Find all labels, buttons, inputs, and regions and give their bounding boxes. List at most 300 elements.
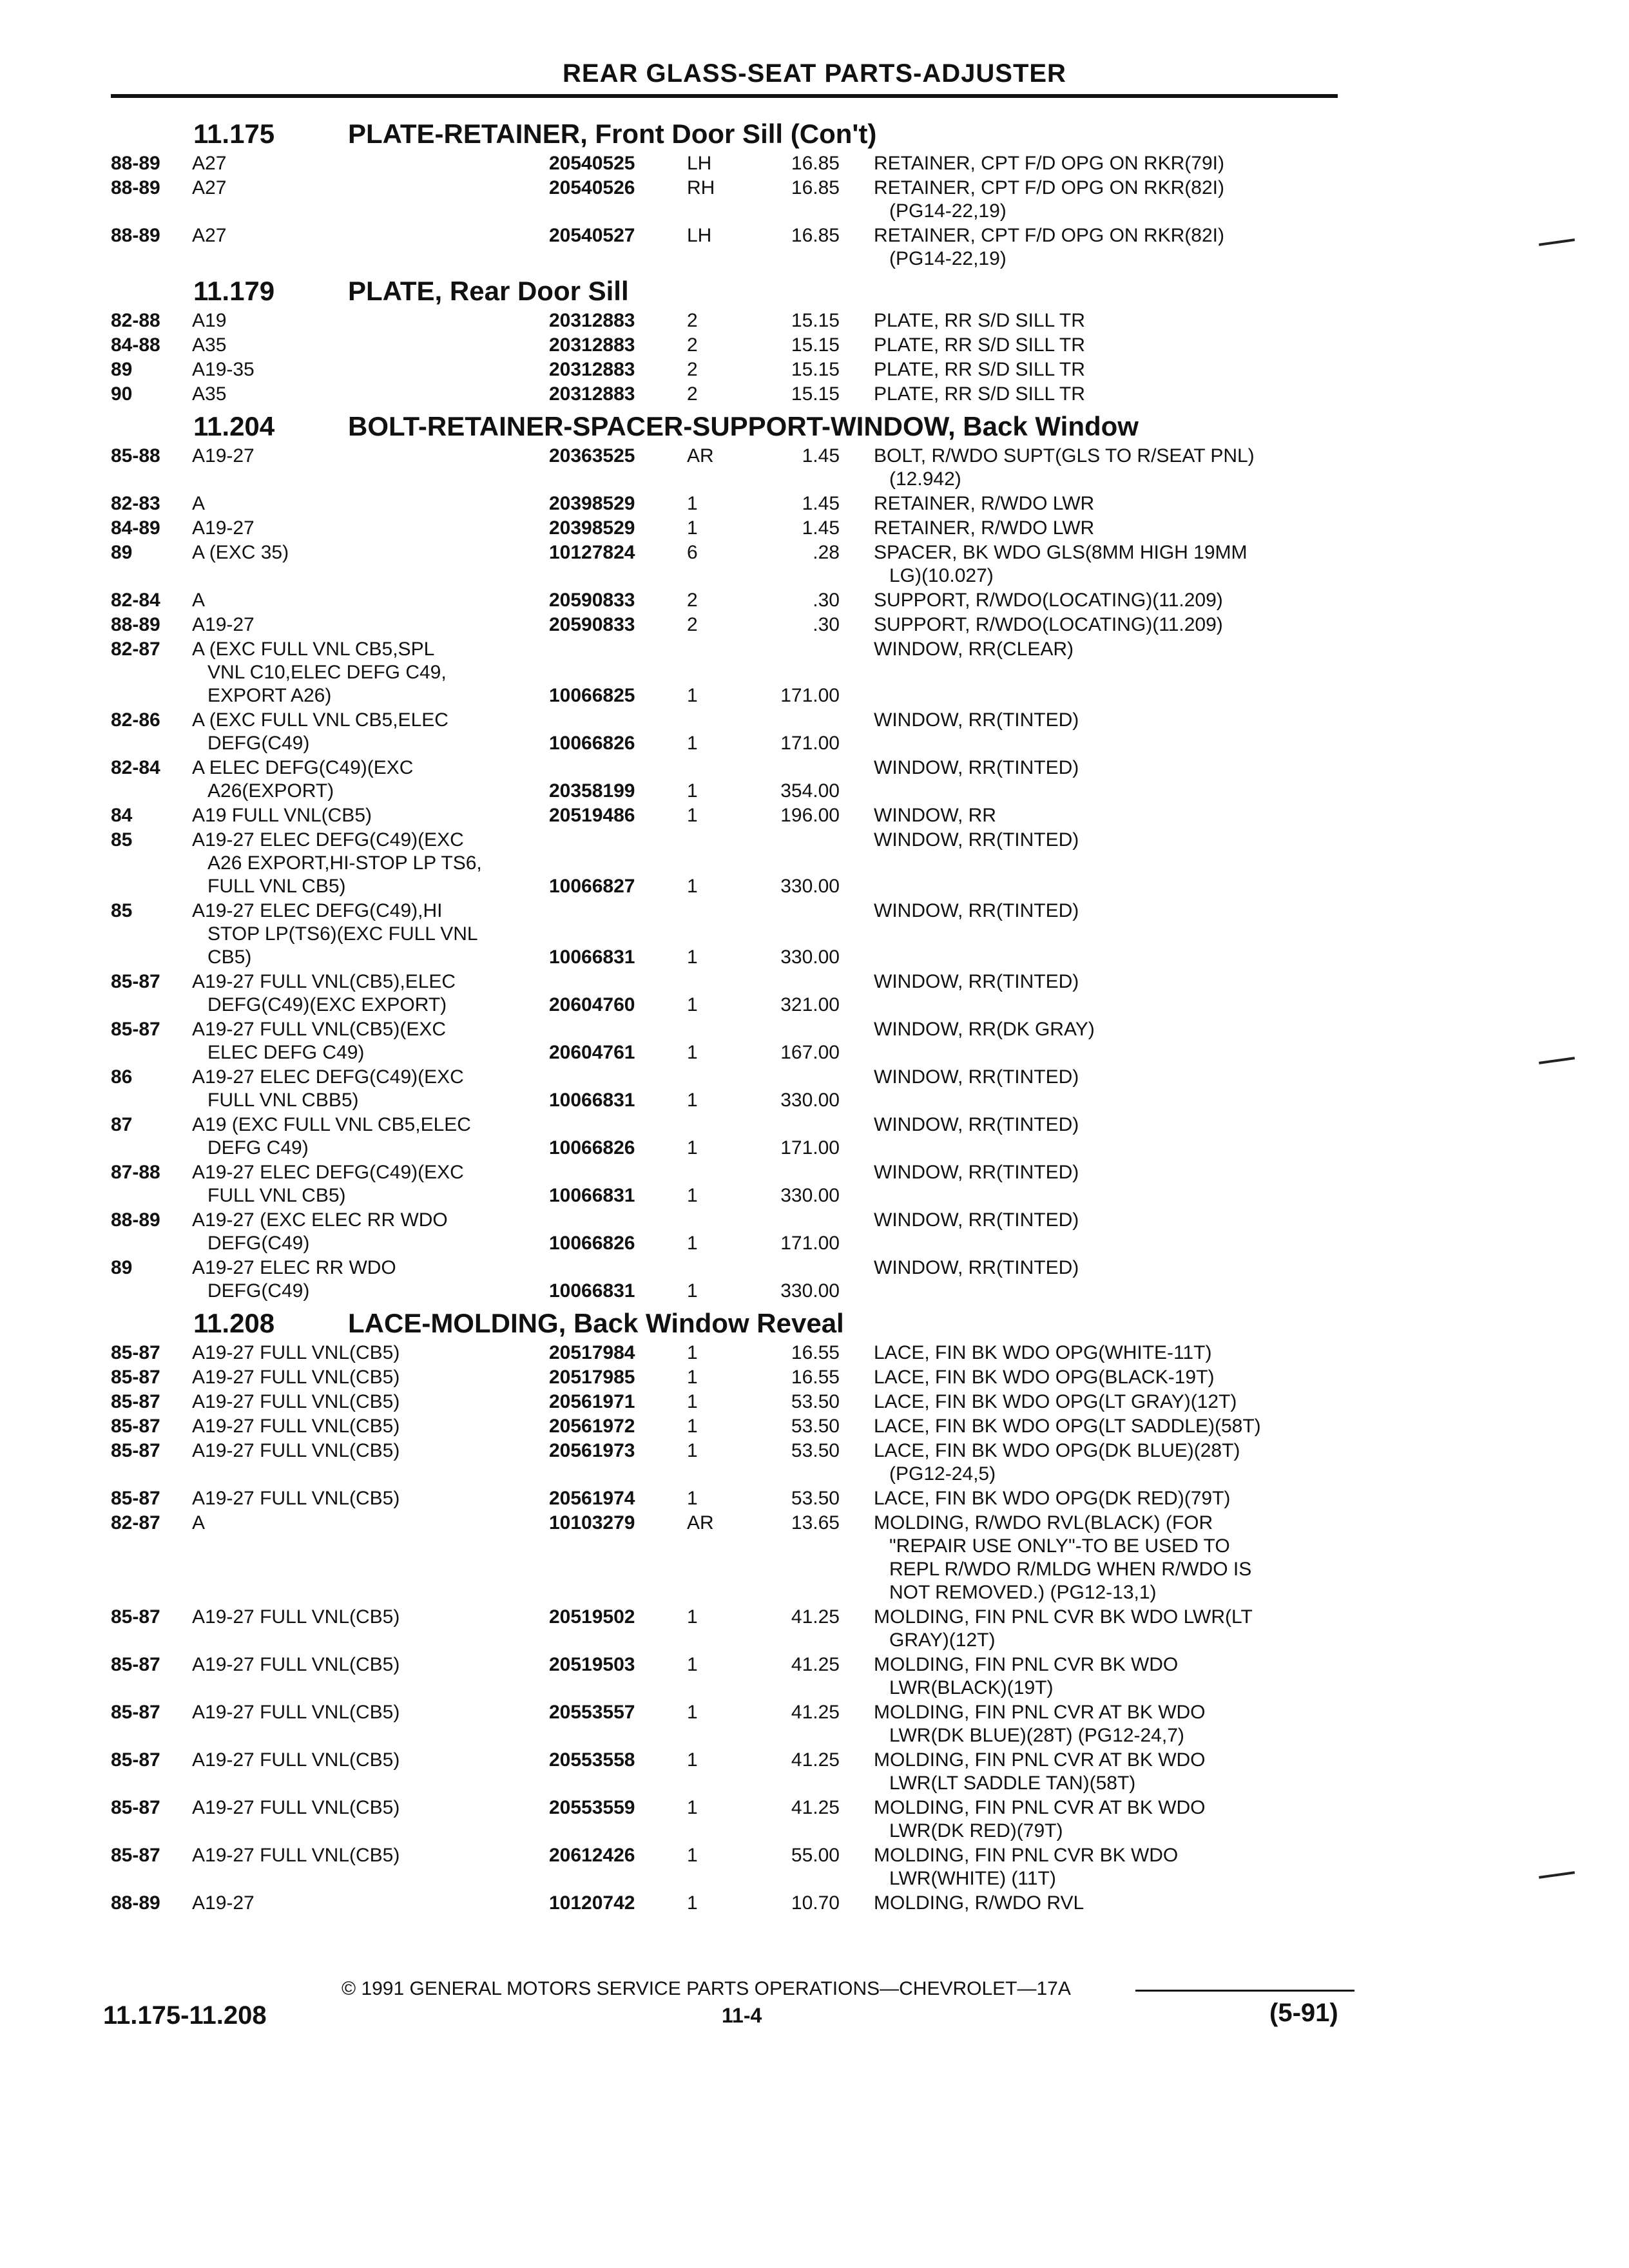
model-application: DEFG(C49)(EXC EXPORT) [207, 994, 447, 1015]
part-description: MOLDING, FIN PNL CVR AT BK WDO [874, 1749, 1206, 1771]
part-row [0, 1113, 1629, 1161]
model-years: 88-89 [111, 614, 160, 635]
footer-revision-date: (5-91) [1269, 1999, 1338, 2027]
model-years: 85-87 [111, 1606, 160, 1628]
part-description: MOLDING, R/WDO RVL(BLACK) (FOR [874, 1512, 1213, 1533]
model-years: 85-87 [111, 1654, 160, 1675]
quantity: RH [687, 177, 715, 198]
quantity: 1 [687, 994, 698, 1015]
model-application: A19-27 FULL VNL(CB5)(EXC [192, 1019, 447, 1040]
part-number: 20561971 [549, 1391, 635, 1412]
quantity: 6 [687, 542, 698, 563]
model-application: A [192, 1512, 206, 1533]
price: 16.85 [791, 153, 840, 174]
quantity: LH [687, 225, 712, 246]
part-row [0, 1439, 1629, 1487]
section-heading [0, 272, 1629, 309]
model-years: 82-86 [111, 709, 160, 731]
quantity: 1 [687, 1416, 698, 1437]
part-number: 20604760 [549, 994, 635, 1015]
footer-copyright: © 1991 GENERAL MOTORS SERVICE PARTS OPERATIONS—CHEVROLET—17A [342, 1978, 1071, 1999]
part-number: 20312883 [549, 334, 635, 356]
model-years: 85-87 [111, 1416, 160, 1437]
part-row [0, 1161, 1629, 1209]
part-row [0, 1796, 1629, 1844]
price: .30 [813, 590, 840, 611]
part-number: 20553558 [549, 1749, 635, 1771]
part-description: GRAY)(12T) [889, 1629, 996, 1651]
part-row [0, 177, 1629, 224]
part-description: NOT REMOVED.) (PG12-13,1) [889, 1582, 1157, 1603]
part-number: 20553557 [549, 1702, 635, 1723]
model-years: 85-88 [111, 445, 160, 466]
part-description: LWR(BLACK)(19T) [889, 1677, 1054, 1698]
price: 15.15 [791, 383, 840, 405]
model-years: 82-87 [111, 1512, 160, 1533]
section-number: 11.179 [193, 276, 275, 306]
section-title: PLATE, Rear Door Sill [348, 276, 629, 306]
model-years: 85-87 [111, 1367, 160, 1388]
part-number: 20398529 [549, 517, 635, 539]
model-years: 89 [111, 1257, 133, 1278]
model-application: A26(EXPORT) [207, 780, 334, 802]
part-description: LACE, FIN BK WDO OPG(LT SADDLE)(58T) [874, 1416, 1261, 1437]
model-application: DEFG(C49) [207, 1280, 310, 1302]
quantity: 1 [687, 1892, 698, 1914]
price: 330.00 [780, 1185, 840, 1206]
part-row [0, 1066, 1629, 1113]
model-application: A19-27 FULL VNL(CB5) [192, 1367, 400, 1388]
part-number: 20612426 [549, 1845, 635, 1866]
part-description: WINDOW, RR(TINTED) [874, 1114, 1079, 1135]
model-application: A27 [192, 153, 227, 174]
model-years: 82-84 [111, 590, 160, 611]
part-number: 20590833 [549, 614, 635, 635]
part-number: 20519502 [549, 1606, 635, 1628]
price: 1.45 [802, 517, 840, 539]
model-application: A [192, 590, 206, 611]
part-description: MOLDING, FIN PNL CVR AT BK WDO [874, 1797, 1206, 1818]
part-number: 20312883 [549, 383, 635, 405]
model-years: 88-89 [111, 1892, 160, 1914]
price: 171.00 [780, 685, 840, 706]
part-description: (PG12-24,5) [889, 1463, 996, 1485]
price: 15.15 [791, 310, 840, 331]
model-application: A19-35 [192, 359, 255, 380]
model-application: STOP LP(TS6)(EXC FULL VNL [207, 923, 478, 945]
quantity: 1 [687, 1185, 698, 1206]
quantity: 1 [687, 805, 698, 826]
part-description: LACE, FIN BK WDO OPG(LT GRAY)(12T) [874, 1391, 1237, 1412]
part-description: WINDOW, RR(TINTED) [874, 1066, 1079, 1088]
part-description: MOLDING, FIN PNL CVR AT BK WDO [874, 1702, 1206, 1723]
part-number: 20517985 [549, 1367, 635, 1388]
part-row [0, 1341, 1629, 1366]
price: 41.25 [791, 1606, 840, 1628]
model-application: DEFG C49) [207, 1137, 309, 1158]
part-number: 20398529 [549, 493, 635, 514]
section-title: PLATE-RETAINER, Front Door Sill (Con't) [348, 119, 877, 149]
model-years: 84-88 [111, 334, 160, 356]
model-years: 88-89 [111, 225, 160, 246]
model-application: EXPORT A26) [207, 685, 332, 706]
part-description: WINDOW, RR(TINTED) [874, 900, 1079, 921]
model-application: A27 [192, 177, 227, 198]
price: 53.50 [791, 1440, 840, 1461]
model-years: 85-87 [111, 1391, 160, 1412]
part-number: 20553559 [549, 1797, 635, 1818]
quantity: 1 [687, 1137, 698, 1158]
footer-section-range: 11.175-11.208 [103, 2001, 267, 2030]
quantity: 2 [687, 334, 698, 356]
model-years: 86 [111, 1066, 133, 1088]
model-application: A (EXC 35) [192, 542, 289, 563]
part-description: WINDOW, RR(TINTED) [874, 829, 1079, 850]
section-number: 11.175 [193, 119, 275, 149]
price: 53.50 [791, 1488, 840, 1509]
price: 330.00 [780, 876, 840, 897]
part-number: 10066826 [549, 1137, 635, 1158]
price: 330.00 [780, 1280, 840, 1302]
part-row [0, 517, 1629, 541]
part-description: LWR(WHITE) (11T) [889, 1868, 1056, 1889]
part-row [0, 613, 1629, 638]
price: 53.50 [791, 1391, 840, 1412]
model-years: 88-89 [111, 177, 160, 198]
price: 330.00 [780, 947, 840, 968]
model-application: A [192, 493, 206, 514]
model-application: A19-27 FULL VNL(CB5) [192, 1797, 400, 1818]
model-years: 85-87 [111, 1440, 160, 1461]
quantity: 1 [687, 1488, 698, 1509]
part-description: LACE, FIN BK WDO OPG(DK BLUE)(28T) [874, 1440, 1240, 1461]
model-application: A19-27 (EXC ELEC RR WDO [192, 1209, 448, 1231]
model-application: A19-27 FULL VNL(CB5),ELEC [192, 971, 456, 992]
part-number: 10103279 [549, 1512, 635, 1533]
price: 1.45 [802, 493, 840, 514]
part-row [0, 1256, 1629, 1304]
part-description: (PG14-22,19) [889, 248, 1007, 269]
section-title: BOLT-RETAINER-SPACER-SUPPORT-WINDOW, Back Window [348, 411, 1139, 441]
part-description: BOLT, R/WDO SUPT(GLS TO R/SEAT PNL) [874, 445, 1255, 466]
model-years: 85-87 [111, 1488, 160, 1509]
model-application: A19-27 [192, 1892, 255, 1914]
model-application: A19-27 ELEC DEFG(C49)(EXC [192, 1066, 464, 1088]
quantity: 1 [687, 733, 698, 754]
price: 16.55 [791, 1367, 840, 1388]
quantity: 1 [687, 685, 698, 706]
model-application: CB5) [207, 947, 252, 968]
quantity: 1 [687, 1090, 698, 1111]
price: 41.25 [791, 1654, 840, 1675]
quantity: 1 [687, 1280, 698, 1302]
part-row [0, 1749, 1629, 1796]
part-row [0, 638, 1629, 709]
part-number: 10066826 [549, 1233, 635, 1254]
model-application: A19 (EXC FULL VNL CB5,ELEC [192, 1114, 471, 1135]
part-number: 20561973 [549, 1440, 635, 1461]
model-application: A19-27 FULL VNL(CB5) [192, 1606, 400, 1628]
price: 171.00 [780, 1137, 840, 1158]
part-number: 10066831 [549, 1280, 635, 1302]
part-description: SUPPORT, R/WDO(LOCATING)(11.209) [874, 590, 1223, 611]
part-number: 20312883 [549, 359, 635, 380]
part-description: WINDOW, RR(DK GRAY) [874, 1019, 1095, 1040]
part-row [0, 334, 1629, 358]
part-number: 20519486 [549, 805, 635, 826]
part-row [0, 1366, 1629, 1390]
quantity: 1 [687, 876, 698, 897]
part-description: (PG14-22,19) [889, 200, 1007, 222]
part-description: RETAINER, R/WDO LWR [874, 517, 1095, 539]
part-description: LACE, FIN BK WDO OPG(DK RED)(79T) [874, 1488, 1231, 1509]
price: 16.55 [791, 1342, 840, 1363]
model-application: A19 FULL VNL(CB5) [192, 805, 372, 826]
model-years: 87-88 [111, 1162, 160, 1183]
model-years: 82-84 [111, 757, 160, 778]
section-number: 11.204 [193, 411, 275, 441]
model-application: DEFG(C49) [207, 1233, 310, 1254]
part-description: LACE, FIN BK WDO OPG(WHITE-11T) [874, 1342, 1212, 1363]
part-row [0, 1844, 1629, 1892]
quantity: 1 [687, 1845, 698, 1866]
price: 330.00 [780, 1090, 840, 1111]
part-row [0, 829, 1629, 899]
part-number: 10127824 [549, 542, 635, 563]
quantity: 2 [687, 310, 698, 331]
model-application: A19-27 FULL VNL(CB5) [192, 1702, 400, 1723]
model-application: A19-27 FULL VNL(CB5) [192, 1440, 400, 1461]
model-application: FULL VNL CB5) [207, 876, 346, 897]
price: 15.15 [791, 359, 840, 380]
part-description: WINDOW, RR(TINTED) [874, 1257, 1079, 1278]
page-header: REAR GLASS-SEAT PARTS-ADJUSTER [563, 59, 1066, 88]
part-description: RETAINER, R/WDO LWR [874, 493, 1095, 514]
model-application: A19-27 FULL VNL(CB5) [192, 1654, 400, 1675]
price: .28 [813, 542, 840, 563]
part-row [0, 1512, 1629, 1606]
model-years: 84-89 [111, 517, 160, 539]
part-row [0, 1209, 1629, 1256]
model-application: A19-27 [192, 445, 255, 466]
part-number: 20519503 [549, 1654, 635, 1675]
part-number: 10120742 [549, 1892, 635, 1914]
part-description: REPL R/WDO R/MLDG WHEN R/WDO IS [889, 1559, 1252, 1580]
quantity: 1 [687, 493, 698, 514]
model-years: 89 [111, 542, 133, 563]
model-years: 85-87 [111, 1749, 160, 1771]
model-years: 87 [111, 1114, 133, 1135]
model-application: A19-27 [192, 517, 255, 539]
model-years: 84 [111, 805, 133, 826]
part-row [0, 1701, 1629, 1749]
quantity: 1 [687, 517, 698, 539]
part-description: WINDOW, RR(CLEAR) [874, 639, 1074, 660]
part-row [0, 1653, 1629, 1701]
part-description: PLATE, RR S/D SILL TR [874, 383, 1085, 405]
price: 171.00 [780, 1233, 840, 1254]
quantity: 1 [687, 1606, 698, 1628]
model-years: 85-87 [111, 1702, 160, 1723]
model-years: 85-87 [111, 1342, 160, 1363]
quantity: 1 [687, 947, 698, 968]
part-number: 10066825 [549, 685, 635, 706]
part-description: LWR(DK RED)(79T) [889, 1820, 1063, 1841]
price: 16.85 [791, 177, 840, 198]
part-number: 20561972 [549, 1416, 635, 1437]
part-number: 20540525 [549, 153, 635, 174]
price: 171.00 [780, 733, 840, 754]
part-number: 10066831 [549, 1090, 635, 1111]
parts-listing [0, 115, 1629, 1916]
model-application: A19-27 FULL VNL(CB5) [192, 1342, 400, 1363]
part-row [0, 492, 1629, 517]
model-application: DEFG(C49) [207, 733, 310, 754]
part-description: SUPPORT, R/WDO(LOCATING)(11.209) [874, 614, 1223, 635]
part-row [0, 1487, 1629, 1512]
section-number: 11.208 [193, 1308, 275, 1338]
part-description: WINDOW, RR(TINTED) [874, 709, 1079, 731]
part-description: LWR(LT SADDLE TAN)(58T) [889, 1773, 1136, 1794]
model-application: A19-27 ELEC RR WDO [192, 1257, 396, 1278]
model-application: A ELEC DEFG(C49)(EXC [192, 757, 414, 778]
model-application: A (EXC FULL VNL CB5,SPL [192, 639, 435, 660]
part-number: 10066827 [549, 876, 635, 897]
part-number: 10066826 [549, 733, 635, 754]
footer-rule-right [1135, 1990, 1354, 1992]
model-years: 89 [111, 359, 133, 380]
part-number: 20590833 [549, 590, 635, 611]
model-years: 85 [111, 900, 133, 921]
part-row [0, 709, 1629, 756]
part-row [0, 589, 1629, 613]
price: 41.25 [791, 1702, 840, 1723]
model-years: 85-87 [111, 1845, 160, 1866]
model-application: A19-27 ELEC DEFG(C49)(EXC [192, 829, 464, 850]
model-application: FULL VNL CB5) [207, 1185, 346, 1206]
model-years: 88-89 [111, 153, 160, 174]
part-description: "REPAIR USE ONLY"-TO BE USED TO [889, 1535, 1230, 1557]
quantity: 1 [687, 1702, 698, 1723]
part-row [0, 309, 1629, 334]
quantity: AR [687, 1512, 714, 1533]
model-application: A19-27 ELEC DEFG(C49),HI [192, 900, 443, 921]
price: 15.15 [791, 334, 840, 356]
part-row [0, 358, 1629, 383]
quantity: 1 [687, 1654, 698, 1675]
quantity: 1 [687, 1749, 698, 1771]
part-row [0, 1606, 1629, 1653]
quantity: 1 [687, 1440, 698, 1461]
quantity: LH [687, 153, 712, 174]
part-number: 20540527 [549, 225, 635, 246]
model-application: A19-27 [192, 614, 255, 635]
part-row [0, 899, 1629, 970]
part-row [0, 1892, 1629, 1916]
quantity: 2 [687, 383, 698, 405]
part-number: 20604761 [549, 1042, 635, 1063]
model-years: 88-89 [111, 1209, 160, 1231]
model-application: A35 [192, 334, 227, 356]
quantity: AR [687, 445, 714, 466]
part-row [0, 1018, 1629, 1066]
model-application: A26 EXPORT,HI-STOP LP TS6, [207, 852, 482, 874]
price: 16.85 [791, 225, 840, 246]
model-application: A27 [192, 225, 227, 246]
part-number: 20561974 [549, 1488, 635, 1509]
model-years: 85 [111, 829, 133, 850]
part-number: 20540526 [549, 177, 635, 198]
price: 55.00 [791, 1845, 840, 1866]
quantity: 1 [687, 780, 698, 802]
part-description: WINDOW, RR(TINTED) [874, 971, 1079, 992]
model-application: VNL C10,ELEC DEFG C49, [207, 662, 447, 683]
price: 41.25 [791, 1797, 840, 1818]
part-description: RETAINER, CPT F/D OPG ON RKR(82I) [874, 225, 1224, 246]
part-row [0, 383, 1629, 407]
model-application: FULL VNL CBB5) [207, 1090, 359, 1111]
quantity: 1 [687, 1233, 698, 1254]
part-number: 20363525 [549, 445, 635, 466]
part-description: RETAINER, CPT F/D OPG ON RKR(79I) [874, 153, 1224, 174]
part-row [0, 1390, 1629, 1415]
part-description: WINDOW, RR(TINTED) [874, 1209, 1079, 1231]
part-description: LACE, FIN BK WDO OPG(BLACK-19T) [874, 1367, 1215, 1388]
part-row [0, 1415, 1629, 1439]
part-description: (12.942) [889, 468, 961, 490]
part-row [0, 804, 1629, 829]
section-heading [0, 1304, 1629, 1341]
part-number: 10066831 [549, 1185, 635, 1206]
part-description: WINDOW, RR [874, 805, 996, 826]
model-application: A19-27 FULL VNL(CB5) [192, 1488, 400, 1509]
model-application: A35 [192, 383, 227, 405]
part-description: LG)(10.027) [889, 565, 994, 586]
model-years: 85-87 [111, 971, 160, 992]
model-application: ELEC DEFG C49) [207, 1042, 365, 1063]
price: 196.00 [780, 805, 840, 826]
quantity: 2 [687, 590, 698, 611]
price: 53.50 [791, 1416, 840, 1437]
model-years: 82-83 [111, 493, 160, 514]
model-years: 82-88 [111, 310, 160, 331]
part-description: MOLDING, FIN PNL CVR BK WDO [874, 1654, 1179, 1675]
section-heading [0, 115, 1629, 152]
model-application: A19-27 ELEC DEFG(C49)(EXC [192, 1162, 464, 1183]
header-rule [111, 94, 1338, 98]
model-years: 85-87 [111, 1019, 160, 1040]
quantity: 2 [687, 359, 698, 380]
part-row [0, 445, 1629, 492]
model-application: A19-27 FULL VNL(CB5) [192, 1416, 400, 1437]
section-title: LACE-MOLDING, Back Window Reveal [348, 1308, 844, 1338]
part-description: PLATE, RR S/D SILL TR [874, 310, 1085, 331]
footer-page-number: 11-4 [722, 2004, 762, 2027]
price: 41.25 [791, 1749, 840, 1771]
price: 1.45 [802, 445, 840, 466]
quantity: 1 [687, 1342, 698, 1363]
part-number: 20312883 [549, 310, 635, 331]
part-description: WINDOW, RR(TINTED) [874, 1162, 1079, 1183]
model-application: A19 [192, 310, 227, 331]
price: 13.65 [791, 1512, 840, 1533]
model-application: A (EXC FULL VNL CB5,ELEC [192, 709, 448, 731]
model-application: A19-27 FULL VNL(CB5) [192, 1845, 400, 1866]
model-application: A19-27 FULL VNL(CB5) [192, 1749, 400, 1771]
part-description: SPACER, BK WDO GLS(8MM HIGH 19MM [874, 542, 1248, 563]
model-years: 90 [111, 383, 133, 405]
price: 354.00 [780, 780, 840, 802]
